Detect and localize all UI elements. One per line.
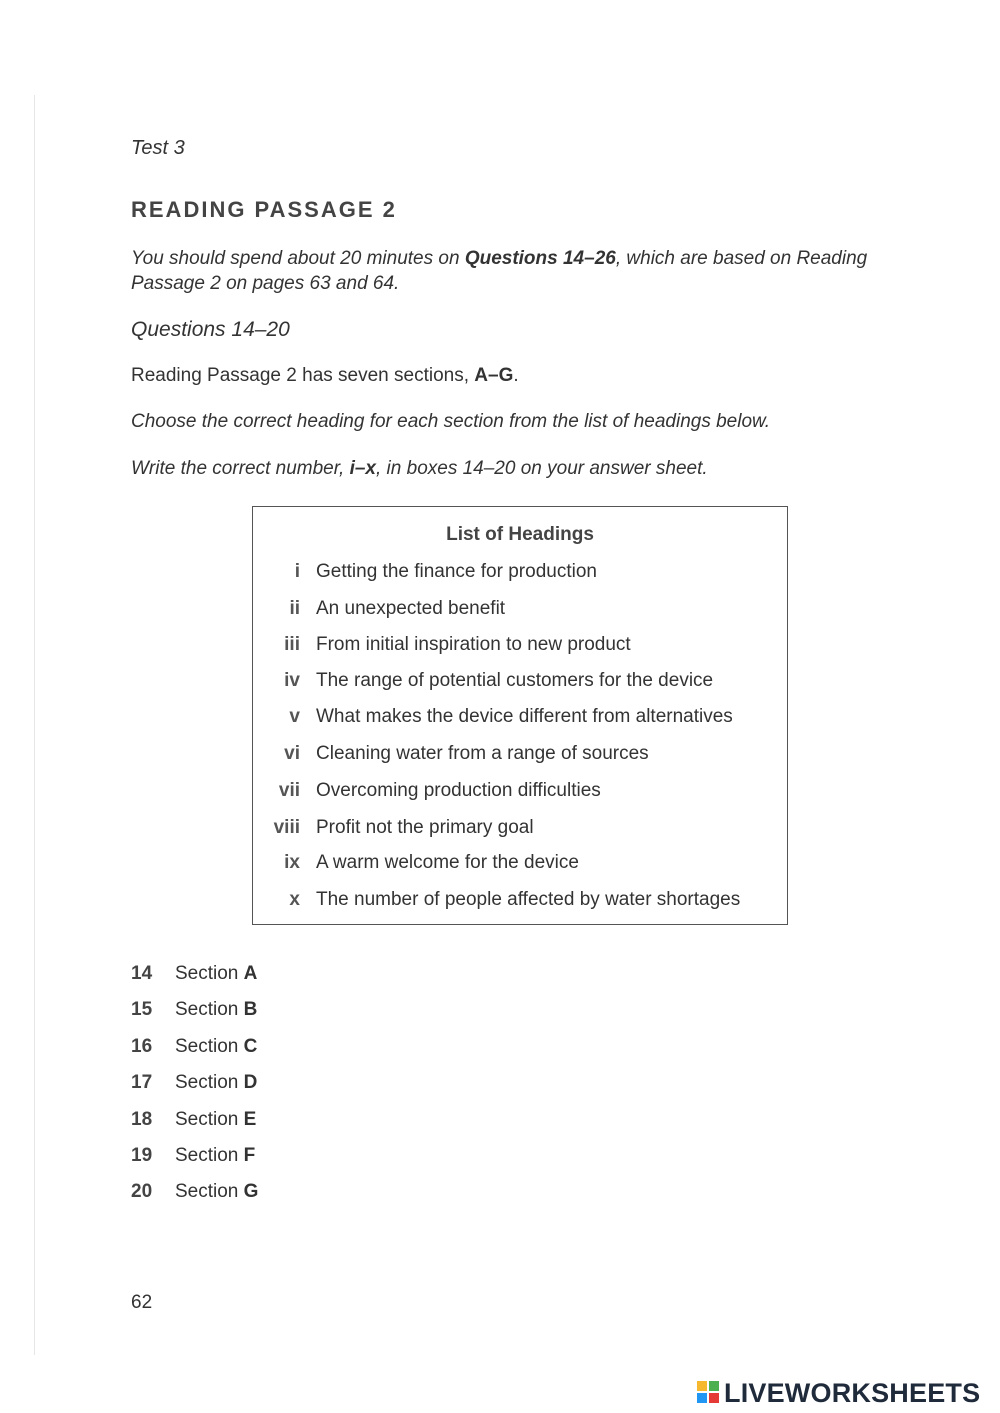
sections-line xyxy=(131,365,519,387)
question-number: 20 xyxy=(131,1181,153,1202)
heading-text: Profit not the primary goal xyxy=(316,817,534,838)
headings-box xyxy=(252,506,788,925)
heading-text: The number of people affected by water shortages xyxy=(316,889,741,910)
page-edge xyxy=(34,95,35,1355)
question-number: 19 xyxy=(131,1145,153,1166)
heading-item xyxy=(253,706,787,734)
section-letter: B xyxy=(243,999,258,1020)
question-label xyxy=(175,1181,258,1203)
sections-post: . xyxy=(513,365,519,386)
heading-num: vii xyxy=(278,780,300,801)
sections-bold: A–G xyxy=(474,365,514,386)
question-label xyxy=(175,1109,256,1131)
heading-item xyxy=(253,670,787,698)
heading-item xyxy=(253,561,787,589)
page-number: 62 xyxy=(131,1292,153,1313)
section-word: Section xyxy=(175,1072,239,1093)
question-label xyxy=(175,1072,257,1094)
question-label xyxy=(175,1145,255,1167)
question-label xyxy=(175,963,257,985)
write-pre: Write the correct number, xyxy=(131,458,350,479)
heading-num: ii xyxy=(289,598,300,619)
passage-title: READING PASSAGE 2 xyxy=(131,197,397,222)
section-word: Section xyxy=(175,1109,239,1130)
write-line xyxy=(131,458,708,480)
heading-num: x xyxy=(289,889,300,910)
section-word: Section xyxy=(175,1145,239,1166)
heading-text: Overcoming production difficulties xyxy=(316,780,601,801)
instruction-text xyxy=(131,246,921,296)
heading-text: The range of potential customers for the device xyxy=(316,670,714,691)
heading-num: ix xyxy=(284,852,300,873)
heading-text: Cleaning water from a range of sources xyxy=(316,743,649,764)
heading-num: iv xyxy=(284,670,300,691)
heading-item xyxy=(253,743,787,771)
sections-pre: Reading Passage 2 has seven sections, xyxy=(131,365,475,386)
logo-square xyxy=(697,1381,707,1391)
instruction-pre: You should spend about 20 minutes on xyxy=(131,248,465,269)
heading-item xyxy=(253,817,787,845)
section-letter: F xyxy=(243,1145,256,1166)
heading-text: From initial inspiration to new product xyxy=(316,634,631,655)
heading-num: i xyxy=(294,561,300,582)
heading-text: A warm welcome for the device xyxy=(316,852,579,873)
instruction-bold: Questions 14–26 xyxy=(464,248,616,269)
question-number: 14 xyxy=(131,963,153,984)
heading-num: iii xyxy=(284,634,300,655)
test-label: Test 3 xyxy=(131,137,185,159)
heading-num: vi xyxy=(284,743,300,764)
brand-text: LIVEWORKSHEETS xyxy=(724,1377,981,1408)
question-label xyxy=(175,999,257,1021)
instruction-post: , which are based on Reading Passage 2 on pages 63 and 64. xyxy=(131,248,868,294)
heading-text: An unexpected benefit xyxy=(316,598,506,619)
heading-item xyxy=(253,598,787,626)
question-label xyxy=(175,1036,257,1058)
logo-square xyxy=(709,1381,719,1391)
question-number: 15 xyxy=(131,999,153,1020)
section-letter: C xyxy=(243,1036,258,1057)
question-number: 18 xyxy=(131,1109,153,1130)
section-word: Section xyxy=(175,1181,239,1202)
questions-range: Questions 14–20 xyxy=(131,318,290,341)
section-letter: E xyxy=(243,1109,257,1130)
section-word: Section xyxy=(175,1036,239,1057)
heading-num: v xyxy=(289,706,300,727)
headings-box-title: List of Headings xyxy=(446,524,594,545)
heading-text: Getting the finance for production xyxy=(316,561,597,582)
section-word: Section xyxy=(175,963,239,984)
question-number: 17 xyxy=(131,1072,153,1093)
section-word: Section xyxy=(175,999,239,1020)
heading-item xyxy=(253,852,787,880)
section-letter: G xyxy=(243,1181,259,1202)
heading-num: viii xyxy=(273,817,300,838)
choose-line: Choose the correct heading for each section from the list of headings below. xyxy=(131,411,770,432)
liveworksheets-logo-icon xyxy=(697,1381,721,1405)
write-post: , in boxes 14–20 on your answer sheet. xyxy=(376,458,708,479)
heading-item xyxy=(253,889,787,917)
liveworksheets-brand[interactable] xyxy=(697,1378,980,1408)
logo-square xyxy=(709,1393,719,1403)
logo-square xyxy=(697,1393,707,1403)
section-letter: A xyxy=(243,963,258,984)
heading-item xyxy=(253,780,787,808)
question-number: 16 xyxy=(131,1036,153,1057)
write-bold: i–x xyxy=(349,458,376,479)
heading-item xyxy=(253,634,787,662)
section-letter: D xyxy=(243,1072,258,1093)
heading-text: What makes the device different from alternatives xyxy=(316,706,733,727)
